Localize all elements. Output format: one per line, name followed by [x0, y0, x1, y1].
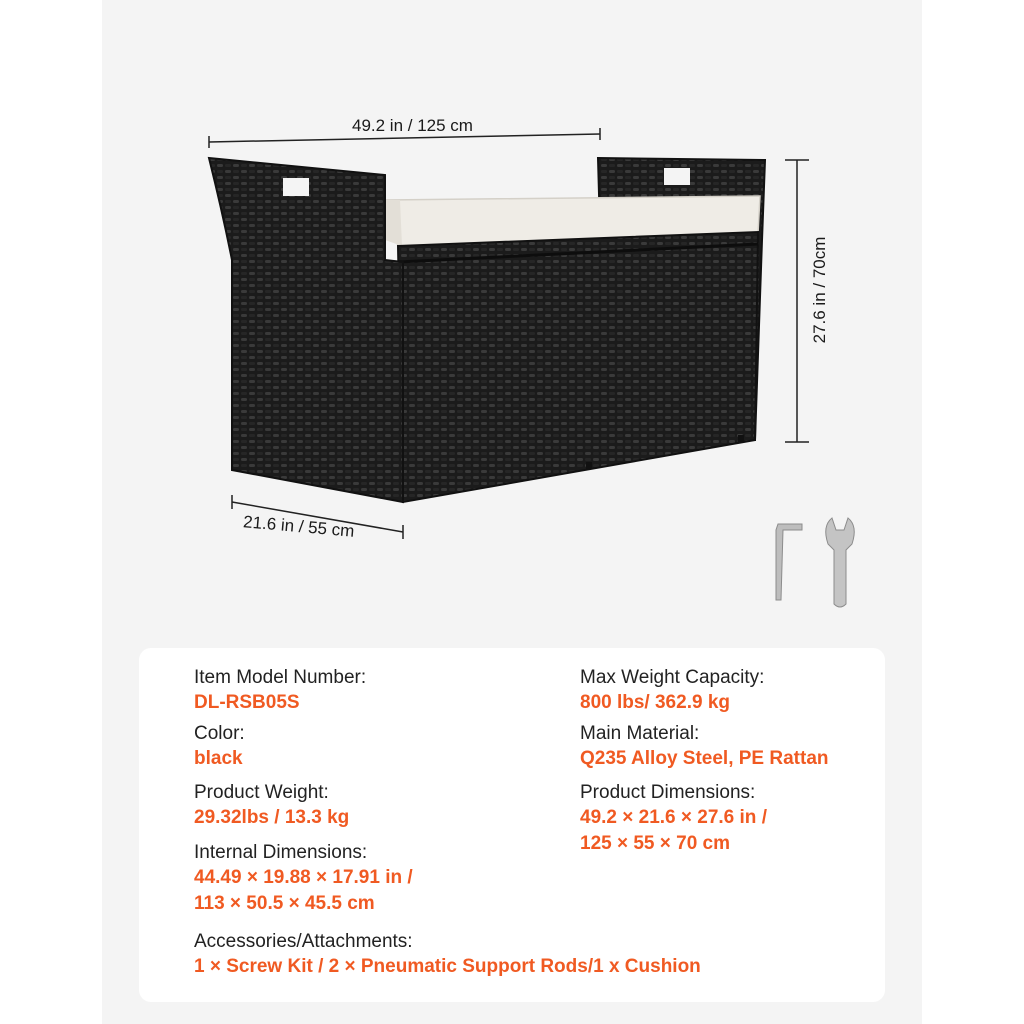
weight-value: 29.32lbs / 13.3 kg: [194, 807, 350, 828]
spec-accessories: [194, 930, 701, 980]
height-dimension-line: [785, 160, 809, 442]
spec-capacity: [580, 666, 764, 716]
accessories-value: 1 × Screw Kit / 2 × Pneumatic Support Rods/1 x Cushion: [194, 956, 701, 977]
left-handle-hole: [283, 178, 309, 196]
material-label: Main Material:: [580, 723, 700, 744]
left-arm: [209, 158, 403, 502]
color-label: Color:: [194, 723, 245, 744]
model-label: Item Model Number:: [194, 667, 367, 688]
internal-value-line-1: 44.49 × 19.88 × 17.91 in /: [194, 867, 413, 888]
spec-card: [139, 648, 885, 1002]
spec-internal-dimensions: [194, 841, 413, 917]
model-value: DL-RSB05S: [194, 692, 300, 713]
height-label: 27.6 in / 70cm: [810, 236, 829, 344]
spec-material: [580, 722, 829, 772]
wrench-icon: [826, 518, 855, 607]
spec-weight: [194, 781, 349, 831]
accessories-label: Accessories/Attachments:: [194, 931, 413, 952]
right-handle-hole: [664, 168, 690, 185]
width-label: 49.2 in / 125 cm: [352, 116, 473, 135]
material-value: Q235 Alloy Steel, PE Rattan: [580, 748, 829, 769]
capacity-label: Max Weight Capacity:: [580, 667, 765, 688]
allen-key-icon: [776, 524, 802, 600]
internal-value: [194, 865, 413, 917]
product-dims-label: Product Dimensions:: [580, 782, 756, 803]
weight-label: Product Weight:: [194, 782, 329, 803]
depth-label: 21.6 in / 55 cm: [242, 512, 356, 541]
spec-color: [194, 722, 245, 772]
product-dims-value: [580, 805, 767, 857]
product-dims-line-2: 125 × 55 × 70 cm: [580, 833, 731, 854]
product-dims-line-1: 49.2 × 21.6 × 27.6 in /: [580, 807, 767, 828]
internal-label: Internal Dimensions:: [194, 842, 368, 863]
spec-model: [194, 666, 366, 716]
internal-value-line-2: 113 × 50.5 × 45.5 cm: [194, 893, 375, 914]
spec-product-dimensions: [580, 781, 767, 857]
storage-box: [398, 232, 758, 502]
color-value: black: [194, 748, 243, 769]
capacity-value: 800 lbs/ 362.9 kg: [580, 692, 730, 713]
